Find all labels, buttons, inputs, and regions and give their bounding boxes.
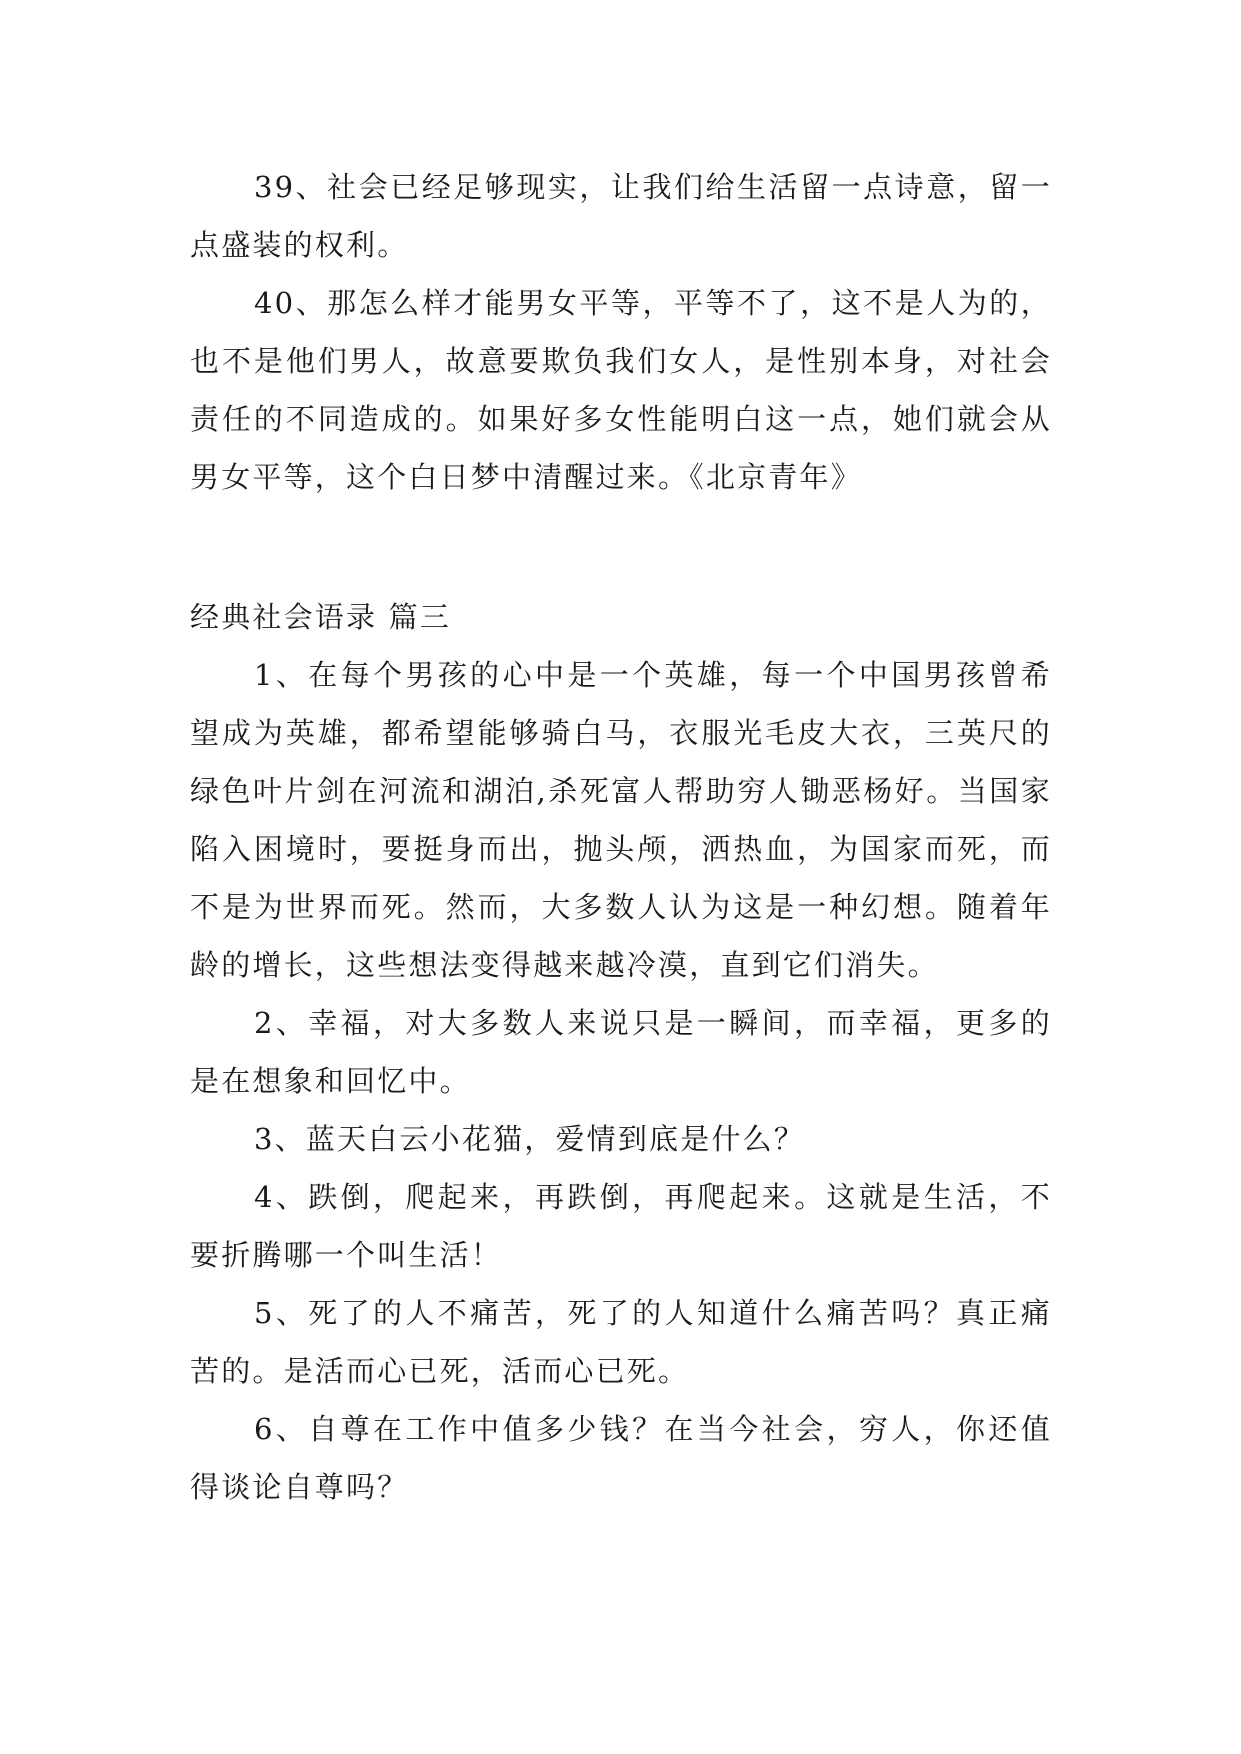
quote-6: 6、自尊在工作中值多少钱？在当今社会，穷人，你还值得谈论自尊吗？	[190, 1412, 1052, 1504]
quote-39: 39、社会已经足够现实，让我们给生活留一点诗意，留一点盛装的权利。	[190, 170, 1052, 262]
quote-1: 1、在每个男孩的心中是一个英雄，每一个中国男孩曾希望成为英雄，都希望能够骑白马，衣服光毛皮大衣，三英尺的绿色叶片剑在河流和湖泊,杀死富人帮助穷人锄恶杨好。当国家陷入困境时，要挺身而出，抛头颅，洒热血，为国家而死，而不是为世界而死。然而，大多数人认为这是一种幻想。随着年龄的增长，这些想法变得越来越冷漠，直到它们消失。	[190, 658, 1052, 982]
quote-3: 3、蓝天白云小花猫，爱情到底是什么？	[254, 1122, 806, 1156]
section-heading: 经典社会语录 篇三	[190, 600, 452, 634]
page-content	[190, 158, 1052, 1516]
quote-5: 5、死了的人不痛苦，死了的人知道什么痛苦吗？真正痛苦的。是活而心已死，活而心已死。	[190, 1296, 1052, 1388]
quote-2: 2、幸福，对大多数人来说只是一瞬间，而幸福，更多的是在想象和回忆中。	[190, 1006, 1052, 1098]
quote-4: 4、跌倒，爬起来，再跌倒，再爬起来。这就是生活，不要折腾哪一个叫生活！	[190, 1180, 1052, 1272]
quote-40: 40、那怎么样才能男女平等，平等不了，这不是人为的，也不是他们男人，故意要欺负我们女人，是性别本身，对社会责任的不同造成的。如果好多女性能明白这一点，她们就会从男女平等，这个白日梦中清醒过来。《北京青年》	[190, 286, 1052, 494]
